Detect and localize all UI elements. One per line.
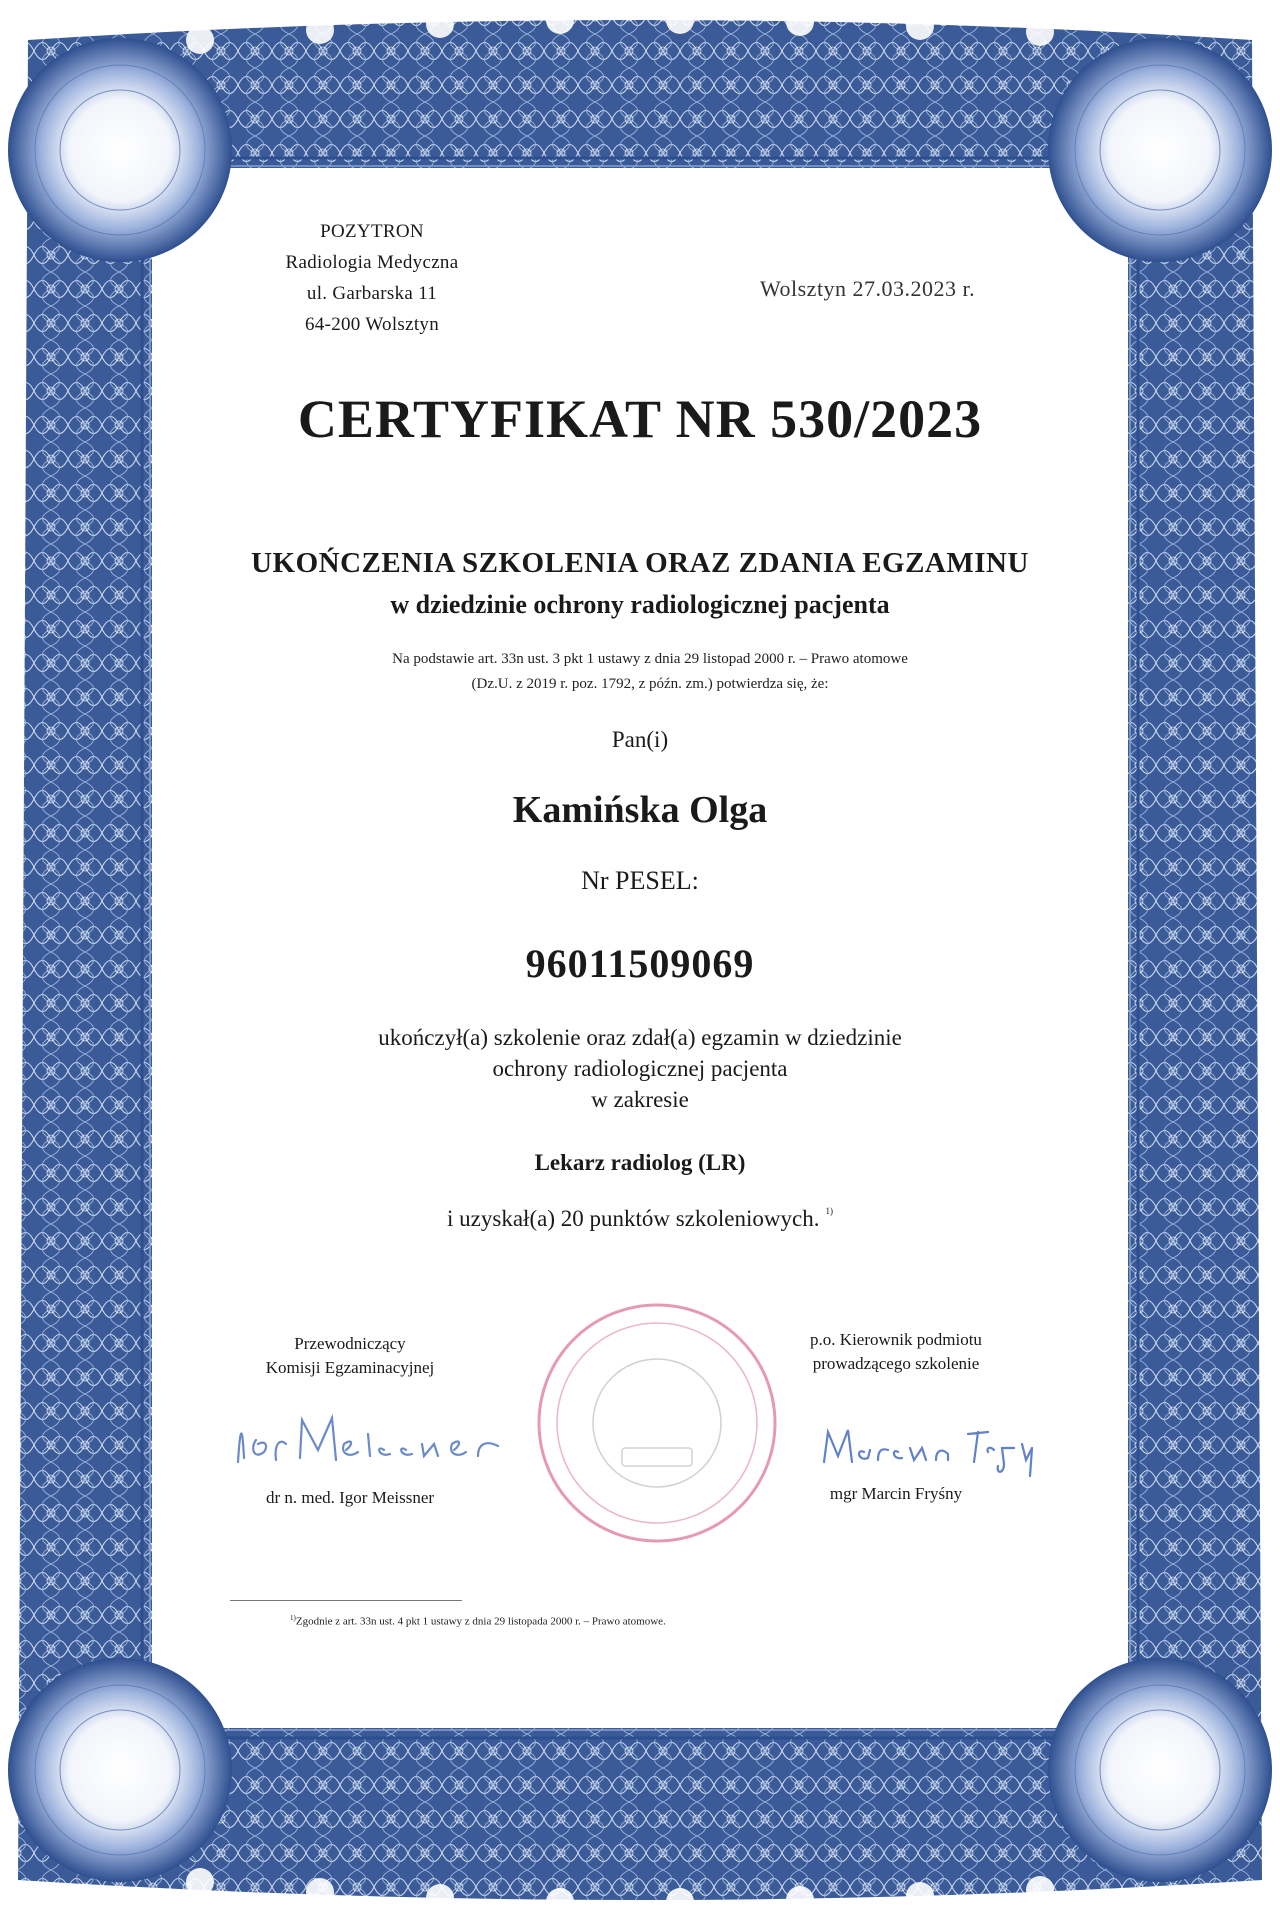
completion-line-1: ukończył(a) szkolenie oraz zdał(a) egzamin w dziedzinie: [378, 1025, 902, 1050]
footnote: [290, 1614, 850, 1628]
round-stamp-icon: [532, 1298, 782, 1548]
footnote-text: Zgodnie z art. 33n ust. 4 pkt 1 ustawy z dnia 29 listopada 2000 r. – Prawo atomowe.: [295, 1615, 666, 1628]
issuer-street: ul. Garbarska 11: [306, 283, 438, 304]
salutation: Pan(i): [611, 727, 669, 752]
issuer-block: [272, 216, 472, 340]
left-signatory-caption: [220, 1332, 480, 1380]
right-caption-line-1: p.o. Kierownik podmiotu: [810, 1330, 982, 1349]
completion-statement: [152, 1022, 1128, 1115]
completion-line-3: w zakresie: [591, 1087, 689, 1112]
right-signature: [818, 1404, 1048, 1484]
training-scope: Lekarz radiolog (LR): [534, 1150, 746, 1175]
pesel-number: 96011509069: [525, 941, 755, 986]
points-footnote-mark: 1): [825, 1206, 833, 1216]
issuer-city: 64-200 Wolsztyn: [304, 314, 440, 335]
issuer-subtitle: Radiologia Medyczna: [285, 252, 459, 273]
left-signature: [228, 1400, 518, 1480]
legal-basis: [280, 647, 1020, 697]
left-signatory-name: dr n. med. Igor Meissner: [265, 1488, 435, 1507]
certificate-title: CERTYFIKAT NR 530/2023: [297, 389, 983, 449]
completion-line-2: ochrony radiologicznej pacjenta: [492, 1056, 788, 1081]
issuer-name: POZYTRON: [320, 221, 424, 242]
certificate-subtitle-2: w dziedzinie ochrony radiologicznej pacjenta: [390, 590, 890, 619]
right-signatory-caption: [776, 1328, 1016, 1376]
legal-basis-line-2: (Dz.U. z 2019 r. poz. 1792, z późn. zm.) potwierdza się, że:: [471, 676, 829, 692]
right-caption-line-2: prowadzącego szkolenie: [812, 1354, 980, 1373]
points-statement: [152, 1206, 1128, 1232]
certificate-subtitle-1: UKOŃCZENIA SZKOLENIA ORAZ ZDANIA EGZAMINU: [251, 547, 1029, 579]
person-name: Kamińska Olga: [512, 789, 768, 831]
right-signatory-name: mgr Marcin Fryśny: [829, 1484, 963, 1503]
pesel-label: Nr PESEL:: [581, 866, 699, 895]
points-text: i uzyskał(a) 20 punktów szkoleniowych.: [447, 1206, 820, 1231]
left-caption-line-2: Komisji Egzaminacyjnej: [265, 1358, 435, 1377]
footnote-divider: [230, 1600, 462, 1601]
place-date: Wolsztyn 27.03.2023 r.: [760, 276, 976, 301]
footnote-mark: 1): [290, 1614, 296, 1622]
legal-basis-line-1: Na podstawie art. 33n ust. 3 pkt 1 ustawy z dnia 29 listopad 2000 r. – Prawo atomowe: [392, 651, 908, 667]
left-caption-line-1: Przewodniczący: [294, 1334, 406, 1353]
